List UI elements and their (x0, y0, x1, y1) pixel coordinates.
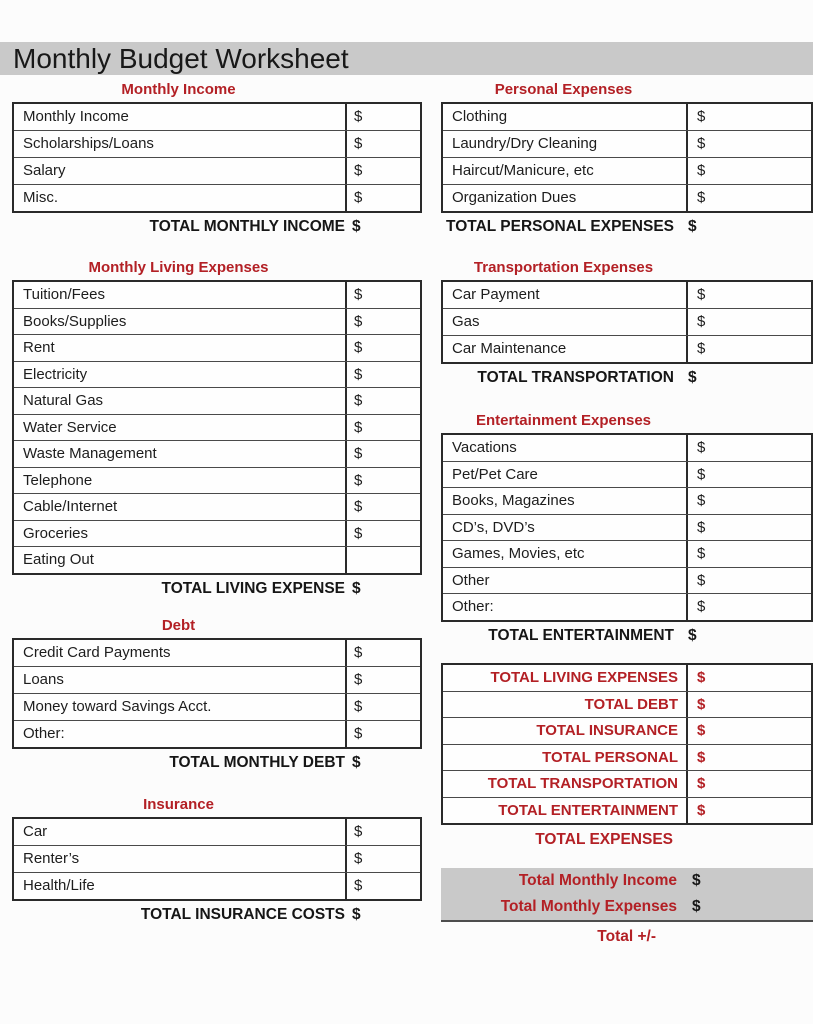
amount-cell: $ (354, 823, 363, 840)
amount-cell: $ (354, 471, 363, 489)
amount-cell: $ (354, 162, 363, 179)
balance-label: Total Monthly Expenses (500, 898, 677, 915)
summary-row (443, 717, 811, 744)
total-line (441, 369, 813, 387)
table-row (14, 819, 420, 845)
budget-table (12, 817, 422, 901)
amount-cell: $ (697, 135, 706, 152)
amount-cell: $ (354, 418, 363, 436)
amount-cell: $ (697, 108, 706, 125)
summary-label: TOTAL LIVING EXPENSES (443, 665, 688, 691)
amount-cell: $ (697, 695, 706, 713)
section-heading: Entertainment Expenses (475, 412, 652, 429)
amount-cell: $ (697, 162, 706, 179)
table-row (14, 493, 420, 520)
total-amount: $ (352, 754, 361, 771)
total-label: TOTAL MONTHLY DEBT (169, 754, 345, 771)
section-transportation-expenses (441, 260, 813, 387)
table-row (443, 282, 811, 308)
row-label: Car (14, 819, 347, 845)
summary-row (443, 665, 811, 691)
amount-cell: $ (692, 872, 701, 889)
amount-cell: $ (354, 498, 363, 515)
table-row (14, 308, 420, 335)
table-row (443, 514, 811, 541)
amount-cell: $ (697, 518, 706, 536)
total-line (441, 627, 813, 645)
row-label: Clothing (443, 104, 688, 130)
row-label: CD’s, DVD’s (443, 515, 688, 541)
table-row (443, 487, 811, 514)
section-monthly-income (12, 82, 422, 236)
section-heading: Personal Expenses (494, 81, 633, 98)
amount-cell: $ (354, 339, 363, 356)
total-label: TOTAL TRANSPORTATION (477, 369, 674, 386)
balance-box (441, 868, 813, 922)
total-amount: $ (352, 218, 361, 235)
summary-label: TOTAL DEBT (443, 692, 688, 718)
section-insurance (12, 797, 422, 924)
table-row (14, 104, 420, 130)
table-row (14, 130, 420, 157)
amount-cell: $ (354, 312, 363, 330)
summary-label: TOTAL PERSONAL (443, 745, 688, 771)
summary-row (443, 770, 811, 797)
amount-cell: $ (354, 392, 363, 409)
total-label: TOTAL MONTHLY INCOME (149, 218, 345, 235)
total-line (12, 580, 422, 598)
row-label: Books, Magazines (443, 488, 688, 514)
table-row (443, 130, 811, 157)
balance-row (441, 868, 813, 894)
balance-label: Total Monthly Income (518, 872, 677, 889)
summary-table (441, 663, 813, 825)
total-line (441, 218, 813, 236)
amount-cell: $ (354, 850, 363, 867)
table-row (14, 640, 420, 666)
budget-table (441, 102, 813, 213)
summary-label: TOTAL ENTERTAINMENT (443, 798, 688, 824)
table-row (14, 693, 420, 720)
amount-cell: $ (697, 286, 706, 303)
total-line (12, 218, 422, 236)
amount-cell: $ (354, 365, 363, 383)
row-label: Tuition/Fees (14, 282, 347, 308)
section-personal-expenses (441, 82, 813, 236)
row-label: Natural Gas (14, 388, 347, 414)
table-row (443, 593, 811, 620)
row-label: Haircut/Manicure, etc (443, 158, 688, 184)
amount-cell: $ (354, 524, 363, 542)
section-summary-totals (441, 663, 813, 849)
row-label: Laundry/Dry Cleaning (443, 131, 688, 157)
amount-cell: $ (354, 725, 363, 742)
summary-row (443, 744, 811, 771)
amount-cell: $ (354, 671, 363, 688)
table-row (443, 184, 811, 211)
row-label: Other: (443, 594, 688, 620)
table-row (443, 435, 811, 461)
row-label: Eating Out (14, 547, 347, 573)
total-amount: $ (352, 579, 361, 597)
amount-cell: $ (697, 189, 706, 206)
total-amount: $ (688, 626, 697, 644)
table-row (14, 520, 420, 547)
summary-row (443, 691, 811, 718)
amount-cell: $ (697, 492, 706, 509)
summary-row (443, 797, 811, 824)
table-row (14, 845, 420, 872)
section-heading: Debt (161, 617, 196, 634)
table-row (443, 308, 811, 335)
row-label: Renter’s (14, 846, 347, 872)
amount-cell: $ (697, 722, 706, 739)
amount-cell: $ (697, 571, 706, 589)
amount-cell: $ (697, 598, 706, 615)
table-row (14, 467, 420, 494)
amount-cell: $ (354, 135, 363, 152)
table-row (14, 440, 420, 467)
amount-cell: $ (692, 898, 701, 915)
table-row (14, 184, 420, 211)
amount-cell: $ (697, 313, 706, 330)
amount-cell: $ (697, 465, 706, 483)
table-row (443, 335, 811, 362)
amount-cell: $ (354, 189, 363, 206)
table-row (14, 387, 420, 414)
row-label: Scholarships/Loans (14, 131, 347, 157)
row-label: Salary (14, 158, 347, 184)
total-line (12, 754, 422, 772)
amount-cell: $ (697, 340, 706, 357)
row-label: Car Payment (443, 282, 688, 308)
total-amount: $ (688, 218, 697, 235)
table-row (14, 334, 420, 361)
summary-label: TOTAL TRANSPORTATION (443, 771, 688, 797)
amount-cell: $ (354, 877, 363, 894)
row-label: Pet/Pet Care (443, 462, 688, 488)
row-label: Vacations (443, 435, 688, 461)
total-label: TOTAL INSURANCE COSTS (140, 906, 345, 923)
row-label: Loans (14, 667, 347, 693)
total-amount: $ (352, 906, 361, 923)
table-row (443, 104, 811, 130)
table-row (14, 157, 420, 184)
table-row (14, 872, 420, 899)
total-expenses-label: TOTAL EXPENSES (535, 831, 673, 848)
amount-cell: $ (697, 775, 706, 792)
section-entertainment-expenses (441, 413, 813, 645)
table-row (443, 461, 811, 488)
budget-table (441, 433, 813, 622)
table-row (14, 666, 420, 693)
section-heading: Transportation Expenses (473, 259, 654, 276)
row-label: Gas (443, 309, 688, 335)
amount-cell: $ (354, 286, 363, 303)
total-label: TOTAL ENTERTAINMENT (488, 626, 674, 644)
budget-table (12, 638, 422, 749)
row-label: Groceries (14, 521, 347, 547)
row-label: Electricity (14, 362, 347, 388)
total-label: TOTAL PERSONAL EXPENSES (446, 218, 674, 235)
row-label: Books/Supplies (14, 309, 347, 335)
budget-table (12, 102, 422, 213)
summary-label: TOTAL INSURANCE (443, 718, 688, 744)
row-label: Money toward Savings Acct. (14, 694, 347, 720)
row-label: Health/Life (14, 873, 347, 899)
amount-cell: $ (354, 644, 363, 661)
section-balance (441, 868, 813, 946)
row-label: Cable/Internet (14, 494, 347, 520)
total-amount: $ (688, 369, 697, 386)
section-living-expenses (12, 260, 422, 598)
row-label: Credit Card Payments (14, 640, 347, 666)
total-label: TOTAL LIVING EXPENSE (161, 579, 345, 597)
table-row (14, 414, 420, 441)
amount-cell: $ (354, 698, 363, 715)
total-plus-minus-label: Total +/- (597, 928, 656, 945)
amount-cell: $ (354, 108, 363, 125)
amount-cell: $ (697, 439, 706, 456)
title-bar (0, 42, 813, 75)
section-heading: Monthly Living Expenses (88, 259, 269, 276)
row-label: Monthly Income (14, 104, 347, 130)
row-label: Other: (14, 721, 347, 747)
budget-table (12, 280, 422, 575)
amount-cell (347, 547, 420, 573)
table-row (443, 157, 811, 184)
budget-table (441, 280, 813, 364)
table-row (443, 567, 811, 594)
row-label: Games, Movies, etc (443, 541, 688, 567)
table-row (443, 540, 811, 567)
amount-cell: $ (354, 445, 363, 462)
section-debt (12, 618, 422, 772)
table-row (14, 282, 420, 308)
table-row (14, 546, 420, 573)
row-label: Waste Management (14, 441, 347, 467)
table-row (14, 361, 420, 388)
section-heading: Insurance (143, 796, 214, 813)
row-label: Water Service (14, 415, 347, 441)
amount-cell: $ (697, 748, 706, 766)
amount-cell: $ (697, 545, 706, 562)
table-row (14, 720, 420, 747)
row-label: Telephone (14, 468, 347, 494)
page-title: Monthly Budget Worksheet (13, 43, 349, 74)
amount-cell: $ (697, 801, 706, 819)
section-heading: Monthly Income (121, 81, 236, 98)
row-label: Organization Dues (443, 185, 688, 211)
row-label: Car Maintenance (443, 336, 688, 362)
row-label: Misc. (14, 185, 347, 211)
total-line (12, 906, 422, 924)
row-label: Rent (14, 335, 347, 361)
row-label: Other (443, 568, 688, 594)
balance-row (441, 894, 813, 920)
amount-cell: $ (697, 669, 706, 686)
